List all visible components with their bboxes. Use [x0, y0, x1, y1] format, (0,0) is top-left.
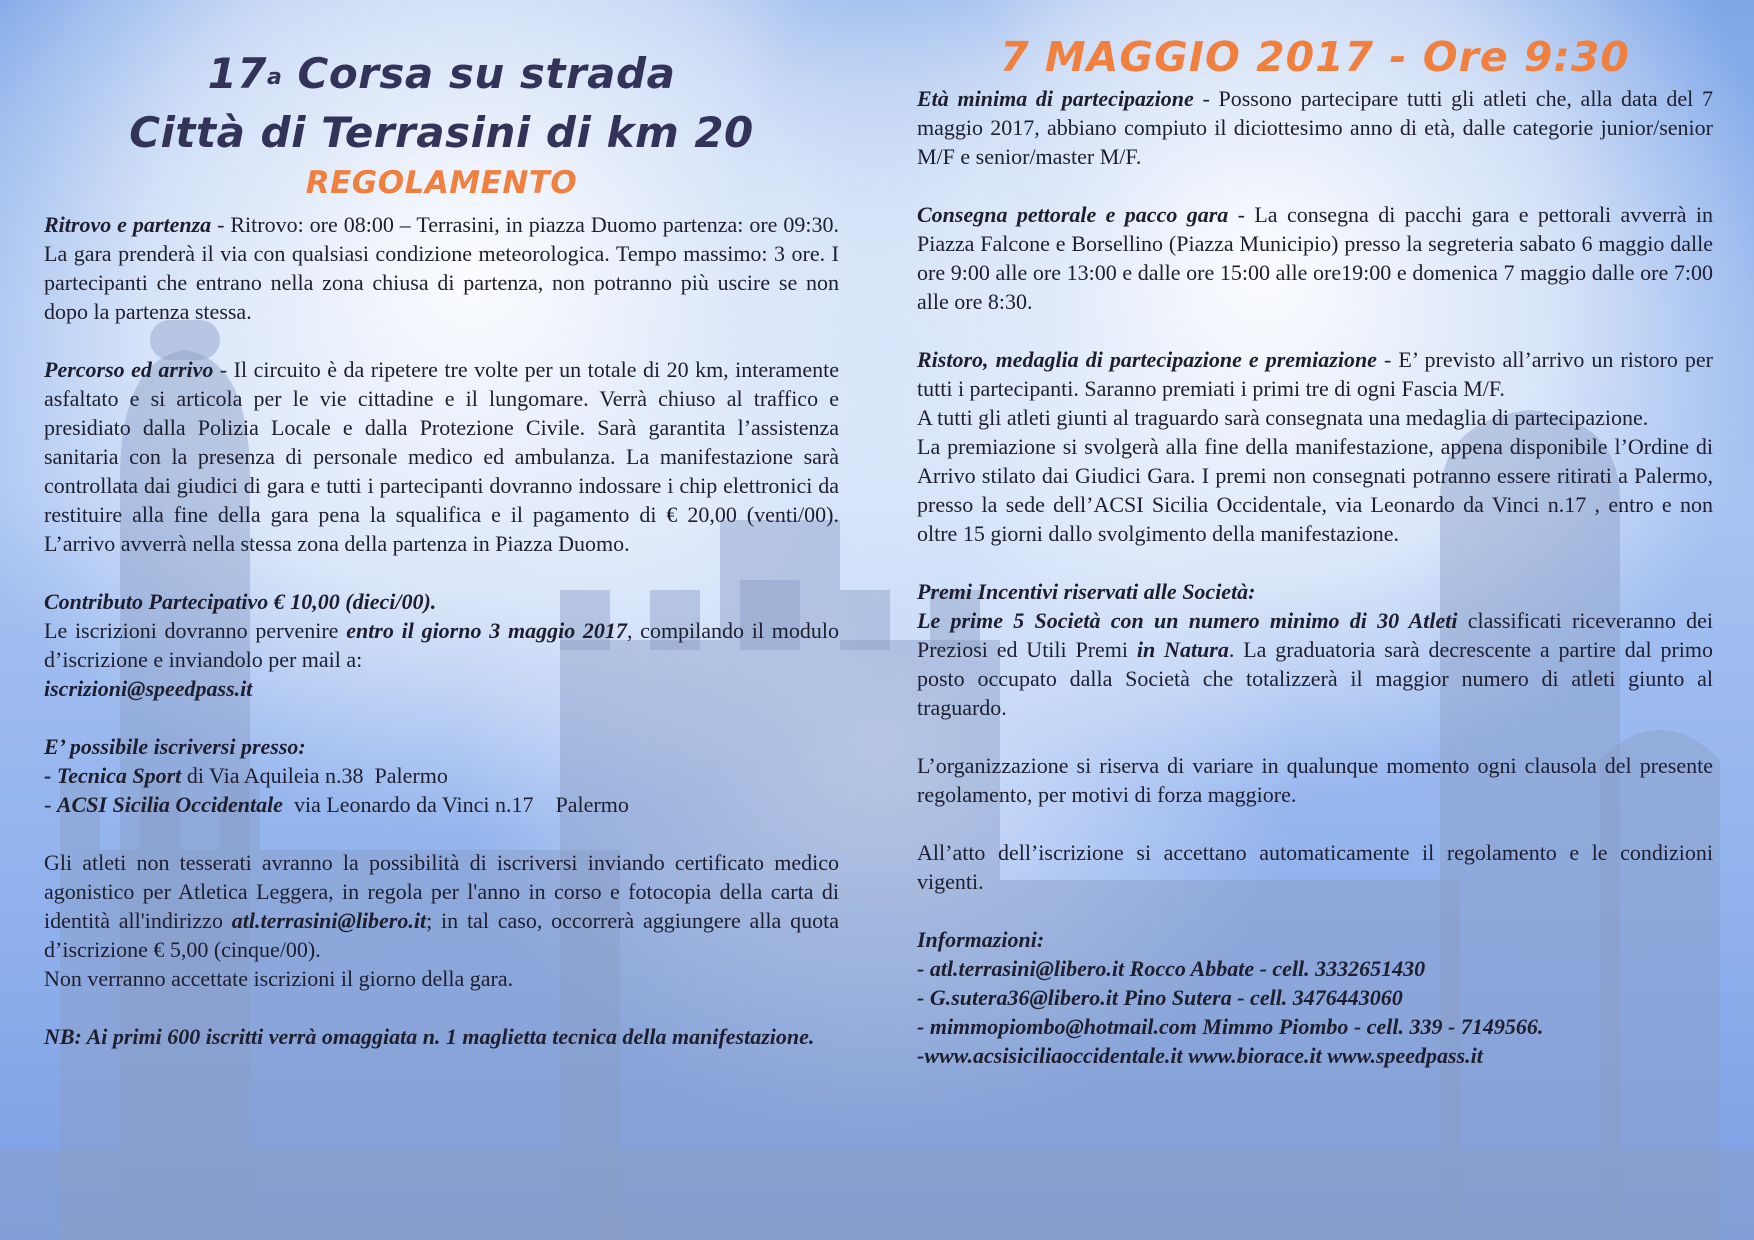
info-contact-1[interactable]: - atl.terrasini@libero.it Rocco Abbate - cell. 3332651430 — [917, 956, 1426, 981]
presso-item-2-address: via Leonardo da Vinci n.17 Palermo — [282, 792, 629, 817]
presso-item-2-name: ACSI Sicilia Occidentale — [56, 792, 283, 817]
ristoro-text-3: La premiazione si svolgerà alla fine della manifestazione, appena disponibile l’Ordine di Arrivo stilato dai Giudici Gara. I premi non consegnati potranno essere ritirati a Palermo, presso la sede dell’ACSI Sicilia Occidentale, via Leonardo da Vinci n.17 , entro e non oltre 15 giorni dallo svolgimento della manifestazione. — [917, 434, 1713, 546]
section-organizzazione: L’organizzazione si riserva di variare in qualunque momento ogni clausola del presente regolamento, per motivi di forza maggiore. — [917, 753, 1713, 807]
section-informazioni — [917, 925, 1713, 1070]
section-non-tesserati — [44, 848, 839, 993]
race-title-ordinal: a — [267, 65, 283, 90]
race-date: 7 MAGGIO 2017 - Ore 9:30 — [1000, 33, 1630, 81]
section-ritrovo — [44, 210, 839, 326]
info-heading: Informazioni: — [917, 927, 1045, 952]
presso-item-1-name: Tecnica Sport — [56, 763, 182, 788]
race-title-line2: Città di Terrasini di km 20 — [129, 108, 754, 157]
premi-text-2: . La graduatoria sarà decrescente a partire dal primo posto occupato dalla Società che totalizzerà il maggior numero di atleti giunto al traguardo. — [917, 637, 1714, 720]
atl-terrasini-email-link[interactable]: atl.terrasini@libero.it — [231, 908, 427, 933]
left-column — [44, 44, 839, 1051]
section-ristoro — [917, 345, 1713, 548]
consegna-text: - La consegna di pacchi gara e pettorali avverrà in Piazza Falcone e Borsellino (Piazza Municipio) presso la segreteria sabato 6 maggio dalle ore 9:00 alle ore 13:00 e dalle ore 15:00 alle ore19:00 e domenica 7 maggio dalle ore 7:00 alle ore 8:30. — [917, 202, 1713, 314]
iscrizioni-email-link[interactable]: iscrizioni@speedpass.it — [44, 676, 253, 701]
presso-item-1-address: di Via Aquileia n.38 Palermo — [181, 763, 448, 788]
percorso-heading: Percorso ed arrivo — [44, 357, 214, 382]
ritrovo-text: - Ritrovo: ore 08:00 – Terrasini, in piazza Duomo partenza: ore 09:30. La gara prenderà il via con qualsiasi condizione meteorologica. Tempo massimo: 3 ore. I partecipanti che entrano nella zona chiusa di partenza, non potranno più uscire se non dopo la partenza stessa. — [44, 212, 839, 324]
non-tesserati-text-3: Non verranno accettate iscrizioni il giorno della gara. — [44, 966, 514, 991]
section-presso — [44, 732, 839, 819]
info-contact-3[interactable]: - mimmopiombo@hotmail.com Mimmo Piombo - cell. 339 - 7149566. — [917, 1014, 1544, 1039]
right-column — [917, 30, 1713, 1070]
presso-item-2-dash: - — [44, 792, 57, 817]
race-title-number: 17 — [207, 49, 268, 98]
regolamento-heading: REGOLAMENTO — [305, 165, 578, 201]
ristoro-text-2: A tutti gli atleti giunti al traguardo sarà consegnata una medaglia di partecipazione. — [917, 405, 1649, 430]
info-websites[interactable]: -www.acsisiciliaoccidentale.it www.biorace.it www.speedpass.it — [917, 1043, 1483, 1068]
eta-heading: Età minima di partecipazione — [917, 86, 1194, 111]
presso-item-tecnica-sport — [44, 761, 839, 790]
contributo-heading: Contributo Partecipativo € 10,00 (dieci/00). — [44, 589, 437, 614]
presso-heading: E’ possibile iscriversi presso: — [44, 734, 306, 759]
contributo-deadline: entro il giorno 3 maggio 2017 — [346, 618, 627, 643]
non-tesserati-text-2: ; in tal caso, occorrerà aggiungere alla quota d’iscrizione € 5,00 (cinque/00). — [44, 908, 839, 962]
non-tesserati-text-1: Gli atleti non tesserati avranno la possibilità di iscriversi inviando certificato medico agonistico per Atletica Leggera, in regola per l'anno in corso e fotocopia della carta di identità all'indirizzo — [44, 850, 839, 933]
ristoro-text-1: - E’ previsto all’arrivo un ristoro per tutti i partecipanti. Saranno premiati i primi tre di ogni Fascia M/F. — [917, 347, 1713, 401]
premi-bold-1: Le prime 5 Società con un numero minimo di 30 Atleti — [917, 608, 1458, 633]
race-title — [44, 44, 839, 162]
premi-heading: Premi Incentivi riservati alle Società: — [917, 579, 1256, 604]
presso-item-acsi — [44, 790, 839, 819]
contributo-text-2: , compilando il modulo d’iscrizione e inviandolo per mail a: — [44, 618, 839, 672]
nb-note: NB: Ai primi 600 iscritti verrà omaggiata n. 1 maglietta tecnica della manifestazione. — [44, 1024, 815, 1049]
section-percorso — [44, 355, 839, 558]
ristoro-heading: Ristoro, medaglia di partecipazione e premiazione — [917, 347, 1377, 372]
section-eta — [917, 84, 1713, 171]
section-consegna — [917, 200, 1713, 316]
info-contact-2[interactable]: - G.sutera36@libero.it Pino Sutera - cell. 3476443060 — [917, 985, 1403, 1010]
percorso-text: - Il circuito è da ripetere tre volte per un totale di 20 km, interamente asfaltato e si articola per le vie cittadine e il lungomare. Verrà chiuso al traffico e presidiato dalla Polizia Locale e dalla Protezione Civile. Sarà garantita l’assistenza sanitaria con la presenza di personale medico ed ambulanza. La manifestazione sarà controllata dai giudici di gara e tutti i partecipanti dovranno indossare i chip elettronici da restituire alla fine della gara pena la squalifica e il pagamento di € 20,00 (venti/00). L’arrivo avverrà nella stessa zona della partenza in Piazza Duomo. — [44, 357, 839, 556]
consegna-heading: Consegna pettorale e pacco gara — [917, 202, 1229, 227]
section-atto-iscrizione: All’atto dell’iscrizione si accettano automaticamente il regolamento e le condizioni vigenti. — [917, 840, 1713, 894]
premi-bold-2: in Natura — [1136, 637, 1229, 662]
section-premi — [917, 577, 1713, 722]
premi-text-1: classificati riceveranno dei Preziosi ed Utili Premi — [917, 608, 1713, 662]
eta-text: - Possono partecipare tutti gli atleti che, alla data del 7 maggio 2017, abbiano compiuto il diciottesimo anno di età, dalle categorie junior/senior M/F e senior/master M/F. — [917, 86, 1713, 169]
presso-item-1-dash: - — [44, 763, 57, 788]
contributo-text-1: Le iscrizioni dovranno pervenire — [44, 618, 347, 643]
ritrovo-heading: Ritrovo e partenza — [44, 212, 212, 237]
race-title-text: Corsa su strada — [282, 49, 676, 98]
section-contributo — [44, 587, 839, 703]
